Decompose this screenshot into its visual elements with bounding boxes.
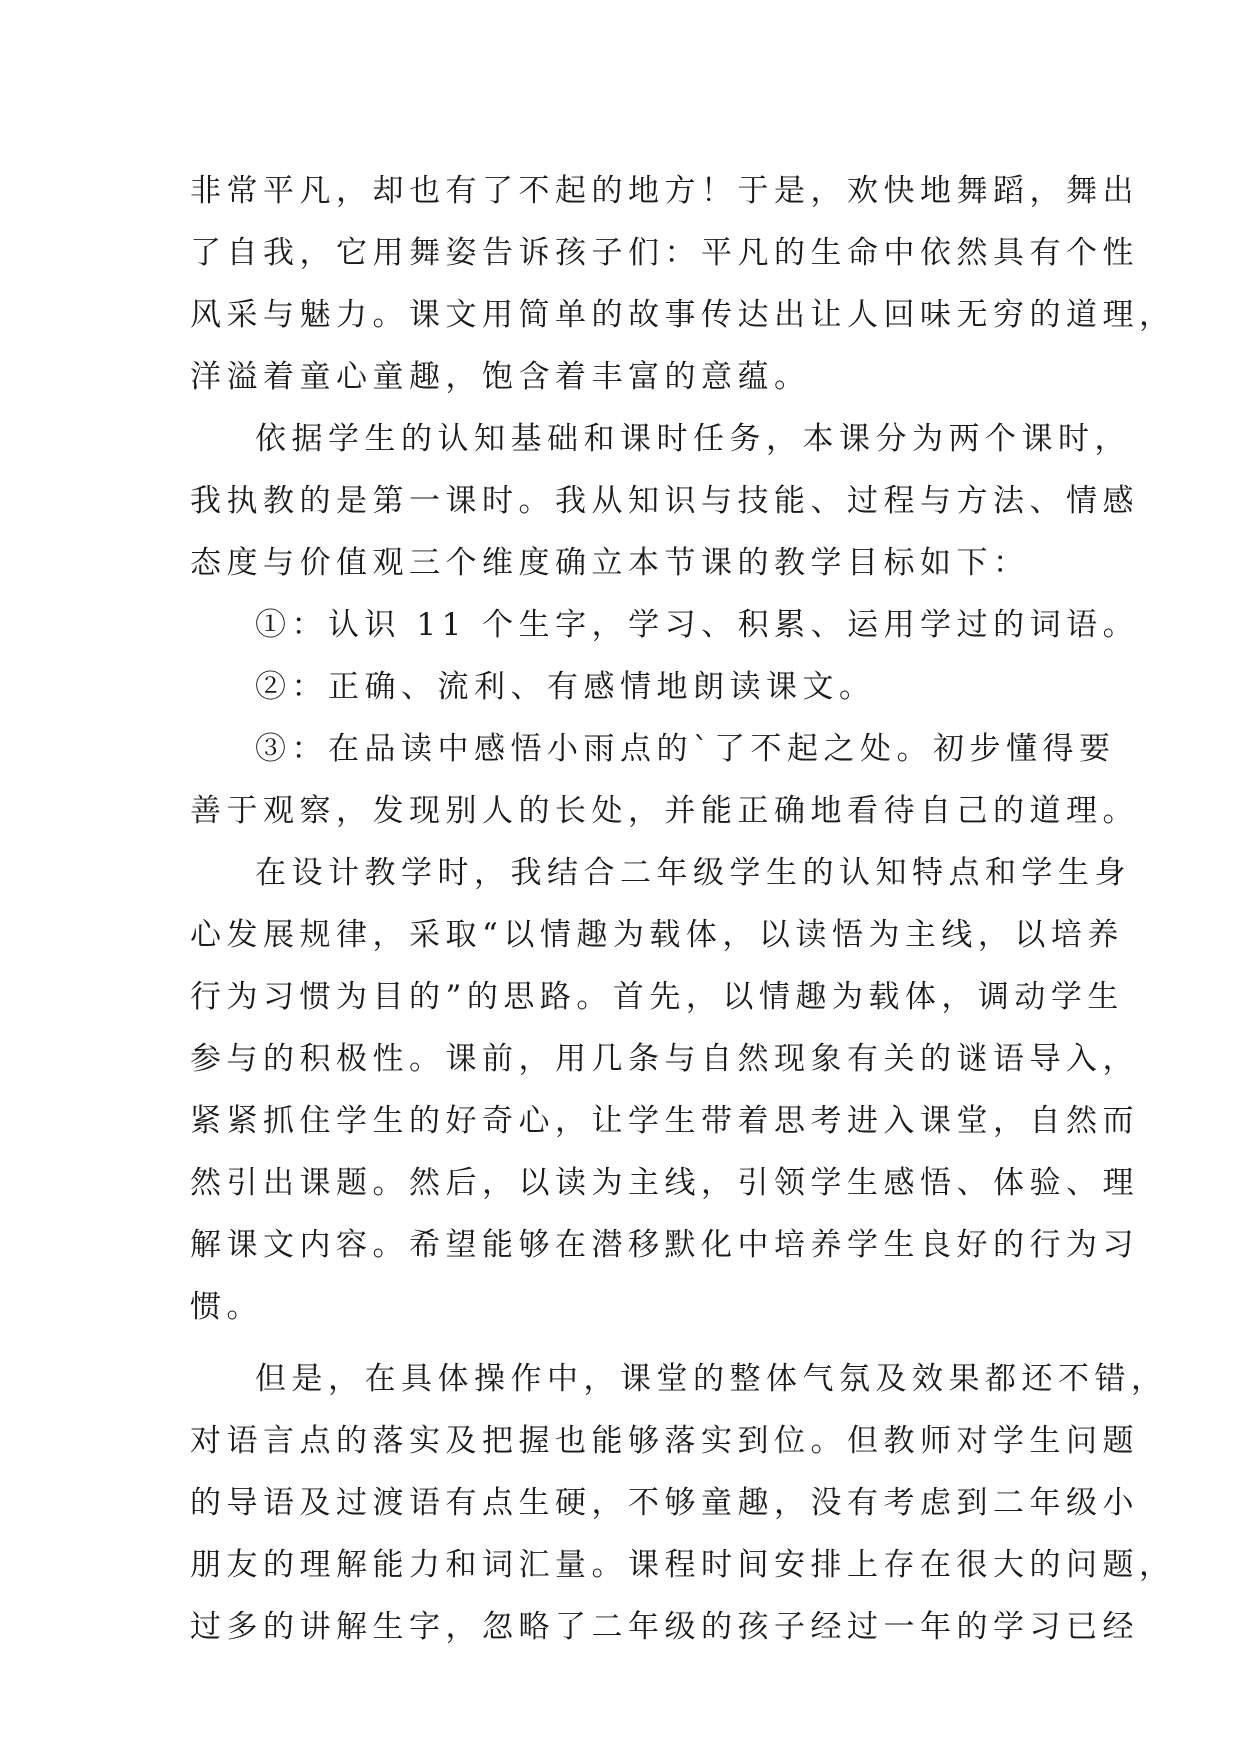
text-line: 朋友的理解能力和词汇量。课程时间安排上存在很大的问题， xyxy=(190,1547,1176,1583)
text-line: 态度与价值观三个维度确立本节课的教学目标如下： xyxy=(190,545,1030,581)
paragraph xyxy=(190,1348,1176,1658)
text-line: 过多的讲解生字，忽略了二年级的孩子经过一年的学习已经 xyxy=(190,1609,1139,1645)
text-line: 善于观察，发现别人的长处，并能正确地看待自己的道理。 xyxy=(190,793,1139,829)
text-line: ②：正确、流利、有感情地朗读课文。 xyxy=(255,669,876,705)
text-line: 我执教的是第一课时。我从知识与技能、过程与方法、情感 xyxy=(190,483,1139,519)
objective-item xyxy=(190,594,1140,656)
text-line: 在设计教学时，我结合二年级学生的认知特点和学生身 xyxy=(255,855,1131,891)
text-line: 紧紧抓住学生的好奇心，让学生带着思考进入课堂，自然而 xyxy=(190,1103,1139,1139)
text-line: 参与的积极性。课前，用几条与自然现象有关的谜语导入， xyxy=(190,1041,1139,1077)
text-line: 惯。 xyxy=(190,1289,263,1325)
paragraph-gap xyxy=(190,1338,1090,1348)
text-line: ③：在品读中感悟小雨点的`了不起之处。初步懂得要 xyxy=(255,731,1116,767)
text-line: 了自我，它用舞姿告诉孩子们：平凡的生命中依然具有个性 xyxy=(190,235,1139,271)
body-text xyxy=(190,160,1176,1658)
text-line: 依据学生的认知基础和课时任务，本课分为两个课时， xyxy=(255,421,1131,457)
text-line: 行为习惯为目的”的思路。首先，以情趣为载体，调动学生 xyxy=(190,979,1124,1015)
paragraph xyxy=(190,408,1139,594)
text-line: 风采与魅力。课文用简单的故事传达出让人回味无穷的道理， xyxy=(190,297,1176,333)
text-line: 对语言点的落实及把握也能够落实到位。但教师对学生问题 xyxy=(190,1423,1139,1459)
text-line: 心发展规律，采取“以情趣为载体，以读悟为主线，以培养 xyxy=(190,917,1124,953)
text-line: 然引出课题。然后，以读为主线，引领学生感悟、体验、理 xyxy=(190,1165,1139,1201)
paragraph xyxy=(190,160,1176,408)
text-line: 洋溢着童心童趣，饱含着丰富的意蕴。 xyxy=(190,359,811,395)
objective-item xyxy=(190,656,1090,718)
objective-item xyxy=(190,718,1139,842)
text-line: ①：认识 11 个生字，学习、积累、运用学过的词语。 xyxy=(255,607,1140,643)
text-line: 但是，在具体操作中，课堂的整体气氛及效果都还不错， xyxy=(255,1361,1168,1397)
paragraph xyxy=(190,842,1139,1338)
text-line: 解课文内容。希望能够在潜移默化中培养学生良好的行为习 xyxy=(190,1227,1139,1263)
text-line: 的导语及过渡语有点生硬，不够童趣，没有考虑到二年级小 xyxy=(190,1485,1139,1521)
text-line: 非常平凡，却也有了不起的地方！于是，欢快地舞蹈，舞出 xyxy=(190,173,1139,209)
